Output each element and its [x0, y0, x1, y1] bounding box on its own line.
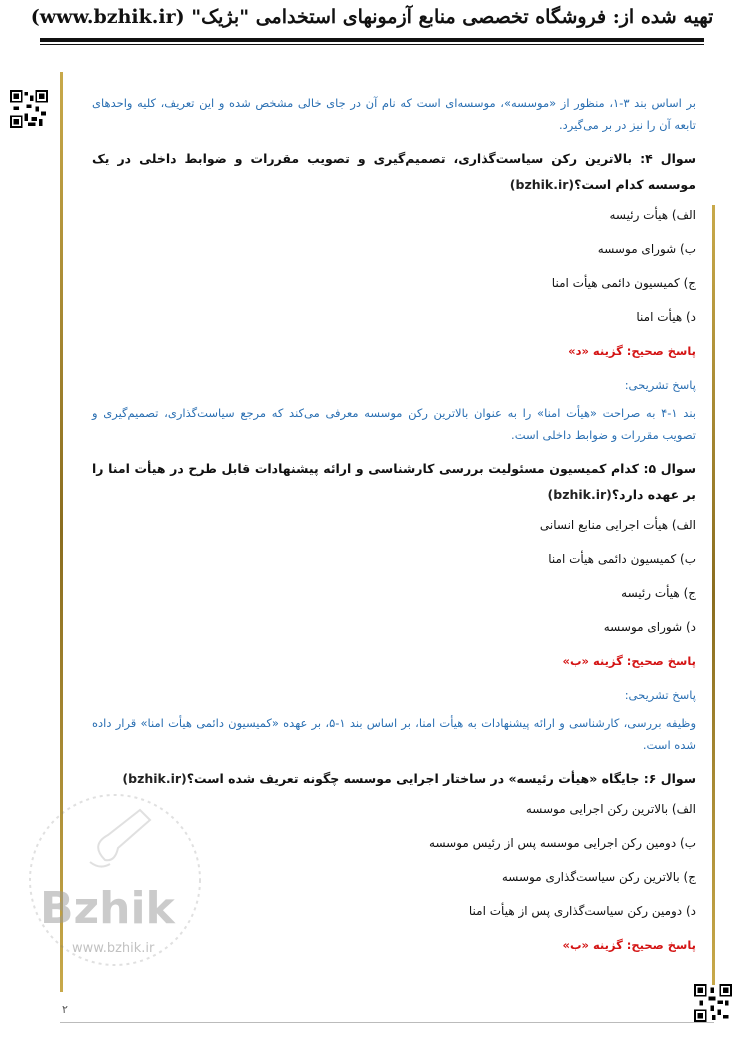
watermark-brand: Bzhik: [40, 883, 175, 934]
correct-answer: پاسخ صحیح: گزینه «ب»: [562, 938, 696, 952]
watermark-url: www.bzhik.ir: [72, 941, 155, 956]
option: ب) دومین رکن اجرایی موسسه پس از رئیس موسسه: [429, 836, 696, 850]
question-6: [92, 766, 696, 792]
right-border-line: [712, 205, 715, 985]
option: د) دومین رکن سیاست‌گذاری پس از هیأت امنا: [468, 904, 696, 918]
option: ج) کمیسیون دائمی هیأت امنا: [551, 276, 696, 290]
option: ب) شورای موسسه: [597, 242, 696, 256]
option: ج) هیأت رئیسه: [621, 586, 696, 600]
explanation-label: پاسخ تشریحی:: [624, 378, 696, 392]
question-text: سوال ۴: بالاترین رکن سیاست‌گذاری، تصمیم‌گیری و تصویب مقررات و ضوابط داخلی در یک موسسه کدام است؟: [92, 151, 697, 192]
footer-rule: [60, 1022, 714, 1023]
correct-answer: پاسخ صحیح: گزینه «د»: [568, 344, 696, 358]
source-tag: (bzhik.ir): [122, 771, 187, 786]
qr-code-icon: [10, 90, 48, 128]
option: ب) کمیسیون دائمی هیأت امنا: [548, 552, 696, 566]
option: الف) هیأت رئیسه: [609, 208, 696, 222]
qr-code-icon: [694, 984, 732, 1022]
question-text: سوال ۶: جایگاه «هیأت رئیسه» در ساختار اجرایی موسسه چگونه تعریف شده است؟: [186, 771, 696, 786]
header-rule-thin: [40, 44, 704, 45]
option: ج) بالاترین رکن سیاست‌گذاری موسسه: [501, 870, 696, 884]
question-4: [92, 146, 696, 198]
option: الف) هیأت اجرایی منابع انسانی: [539, 518, 696, 532]
correct-answer: پاسخ صحیح: گزینه «ب»: [562, 654, 696, 668]
explanation-text: وظیفه بررسی، کارشناسی و ارائه پیشنهادات به هیأت امنا، بر اساس بند ۱-۵، بر عهده «کمیسیون دائمی هیأت امنا» قرار داده شده است.: [92, 716, 696, 752]
option: الف) بالاترین رکن اجرایی موسسه: [525, 802, 696, 816]
document-body: [92, 92, 696, 962]
page-number: ۲: [62, 1003, 68, 1016]
option: د) هیأت امنا: [636, 310, 696, 324]
header-rule: [40, 38, 704, 42]
source-tag: (bzhik.ir): [547, 487, 612, 502]
source-tag: (bzhik.ir): [509, 177, 575, 192]
explanation-text: بند ۱-۴ به صراحت «هیأت امنا» را به عنوان بالاترین رکن موسسه معرفی می‌کند که مرجع سیاست‌گذاری، تصمیم‌گیری و تصویب مقررات و ضوابط داخلی است.: [92, 406, 696, 442]
question-5: [92, 456, 696, 508]
option: د) شورای موسسه: [603, 620, 696, 634]
intro-paragraph: بر اساس بند ۳-۱، منظور از «موسسه»، موسسه‌ای است که نام آن در جای خالی مشخص شده و این تعریف، کلیه واحدهای تابعه آن را نیز در بر می‌گیرد.: [92, 96, 696, 132]
page-header: تهیه شده از: فروشگاه تخصصی منابع آزمونهای استخدامی "بژیک" (www.bzhik.ir): [30, 6, 714, 28]
question-text: سوال ۵: کدام کمیسیون مسئولیت بررسی کارشناسی و ارائه پیشنهادات قابل طرح در هیأت امنا را بر عهده دارد؟: [92, 461, 697, 502]
explanation-label: پاسخ تشریحی:: [624, 688, 696, 702]
